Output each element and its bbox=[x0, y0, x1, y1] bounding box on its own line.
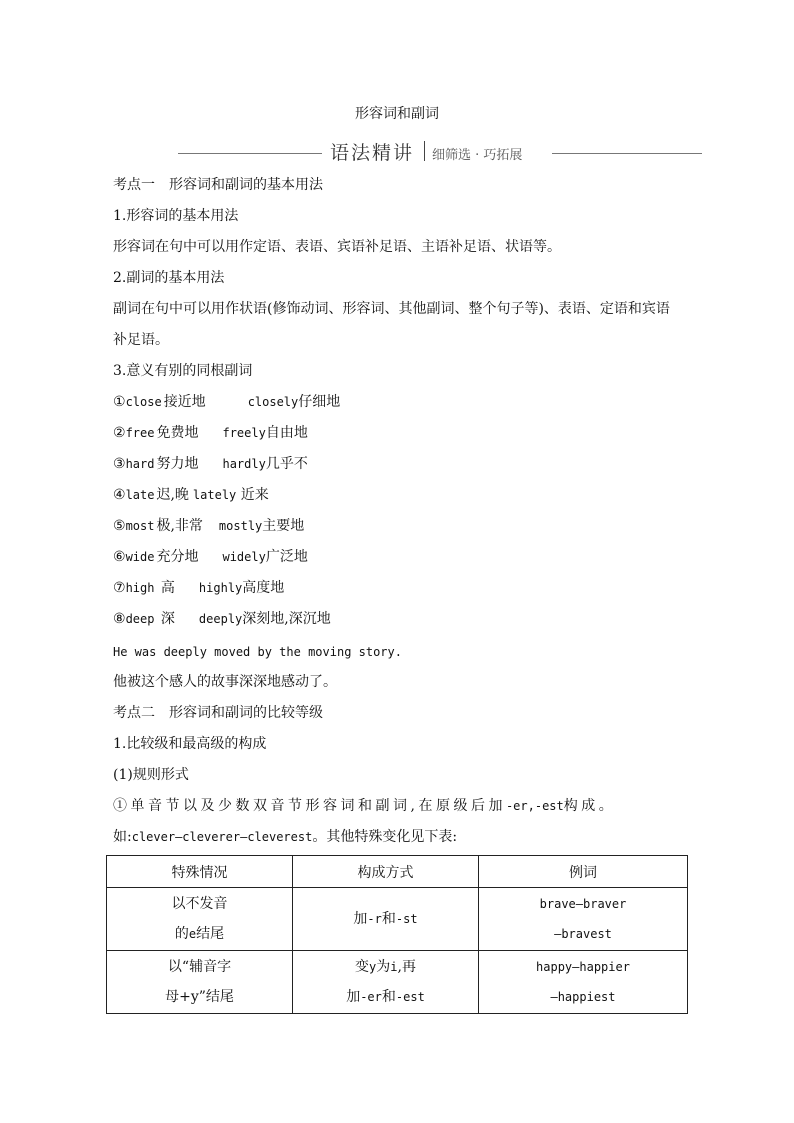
pair-meaning2: 几乎不 bbox=[265, 456, 308, 472]
pair-meaning1: 免费地 bbox=[156, 425, 199, 441]
pair-word1: free bbox=[125, 426, 155, 440]
example-sentence-zh: 他被这个感人的故事深深地感动了。 bbox=[113, 674, 337, 690]
pair-word1: late bbox=[125, 488, 155, 502]
pair-meaning2: 广泛地 bbox=[265, 549, 308, 565]
pair-word2: hardly bbox=[222, 457, 266, 471]
banner-divider bbox=[424, 141, 425, 161]
case-text: 的 bbox=[174, 926, 189, 942]
example-line: happy—happier bbox=[536, 960, 630, 974]
pair-number: ⑤ bbox=[113, 518, 126, 534]
rule-text: 如: bbox=[113, 829, 132, 845]
rule-line-1 bbox=[113, 796, 616, 816]
case-cell bbox=[107, 951, 293, 1014]
table-header: 例词 bbox=[479, 856, 688, 888]
pair-number: ② bbox=[113, 425, 126, 441]
pair-meaning1: 极,非常 bbox=[156, 518, 203, 534]
method-text-end: ,再 bbox=[397, 959, 416, 975]
banner-main-text: 语法精讲 bbox=[330, 142, 415, 164]
method-suffix: -st bbox=[395, 912, 418, 926]
word-pair bbox=[113, 454, 308, 474]
pair-word1: most bbox=[125, 519, 155, 533]
pair-word1: close bbox=[125, 395, 162, 409]
point2-s1-title: 1.比较级和最高级的构成 bbox=[113, 736, 267, 752]
point2-heading: 考点二 形容词和副词的比较等级 bbox=[113, 705, 323, 721]
banner-rule-left bbox=[178, 153, 322, 154]
pair-number: ④ bbox=[113, 487, 126, 503]
word-pair bbox=[113, 609, 331, 629]
pair-number: ① bbox=[113, 394, 126, 410]
pair-meaning1: 深 bbox=[156, 611, 175, 627]
example-sentence-en: He was deeply moved by the moving story. bbox=[113, 645, 402, 659]
comparison-rules-table bbox=[106, 855, 688, 1014]
case-line: 母+y”结尾 bbox=[165, 989, 234, 1005]
pair-word2: widely bbox=[222, 550, 266, 564]
word-pair bbox=[113, 392, 340, 412]
pair-meaning1: 接近地 bbox=[163, 394, 206, 410]
method-cell bbox=[293, 951, 479, 1014]
table-header: 构成方式 bbox=[293, 856, 479, 888]
word-pair bbox=[113, 485, 269, 505]
case-line: 以“辅音字 bbox=[167, 959, 232, 975]
rule-example: clever—cleverer—cleverest bbox=[131, 830, 313, 844]
pair-number: ⑥ bbox=[113, 549, 126, 565]
case-text-end: 结尾 bbox=[196, 926, 225, 942]
pair-word1: wide bbox=[125, 550, 155, 564]
rule-text: ①单音节以及少数双音节形容词和副词,在原级后加 bbox=[113, 798, 506, 814]
word-pair bbox=[113, 516, 304, 536]
pair-meaning2: 仔细地 bbox=[298, 394, 341, 410]
word-pair bbox=[113, 547, 308, 567]
method-suffix: -r bbox=[367, 912, 382, 926]
pair-word1: deep bbox=[125, 612, 155, 626]
method-cell bbox=[293, 888, 479, 951]
method-text: 和 bbox=[381, 989, 396, 1005]
point1-s2-text-line1: 副词在句中可以用作状语(修饰动词、形容词、其他副词、整个句子等)、表语、定语和宾语 bbox=[113, 301, 670, 317]
rule-line-2 bbox=[113, 827, 457, 847]
table-header-row bbox=[107, 856, 688, 888]
method-text: 为 bbox=[376, 959, 391, 975]
pair-meaning1: 努力地 bbox=[156, 456, 199, 472]
case-letter: e bbox=[188, 927, 197, 941]
pair-meaning1: 迟,晚 bbox=[156, 487, 189, 503]
case-line: 以不发音 bbox=[171, 896, 228, 912]
table-header: 特殊情况 bbox=[107, 856, 293, 888]
pair-meaning1: 高 bbox=[156, 580, 175, 596]
pair-meaning2: 主要地 bbox=[262, 518, 305, 534]
point1-s1-title: 1.形容词的基本用法 bbox=[113, 208, 239, 224]
example-line: brave—braver bbox=[539, 897, 627, 911]
method-line bbox=[293, 952, 478, 982]
method-letter: i bbox=[390, 960, 398, 974]
method-text: 加 bbox=[346, 989, 361, 1005]
method-text: 加 bbox=[353, 911, 368, 927]
example-cell bbox=[479, 888, 688, 951]
pair-meaning2: 自由地 bbox=[265, 425, 308, 441]
rule-text-end: 。其他特殊变化见下表: bbox=[312, 829, 458, 845]
method-text: 和 bbox=[381, 911, 396, 927]
pair-meaning2: 高度地 bbox=[242, 580, 285, 596]
method-text: 变 bbox=[355, 959, 370, 975]
pair-word2: closely bbox=[247, 395, 299, 409]
point1-heading: 考点一 形容词和副词的基本用法 bbox=[113, 177, 323, 193]
method-suffix: -est bbox=[395, 990, 425, 1004]
banner-rule-right bbox=[552, 153, 702, 154]
pair-word2: highly bbox=[198, 581, 243, 595]
rule-text-end: 构成。 bbox=[563, 798, 617, 814]
section-banner bbox=[178, 138, 702, 164]
pair-word2: freely bbox=[222, 426, 266, 440]
example-line: —happiest bbox=[550, 990, 616, 1004]
document-title: 形容词和副词 bbox=[355, 106, 439, 122]
point1-s3-title: 3.意义有别的同根副词 bbox=[113, 363, 253, 379]
banner-sub-text: 细筛选 · 巧拓展 bbox=[432, 148, 523, 163]
method-line bbox=[293, 982, 478, 1012]
rule-suffix: -er,-est bbox=[505, 799, 564, 813]
pair-meaning2: 深刻地,深沉地 bbox=[242, 611, 331, 627]
pair-word1: high bbox=[125, 581, 155, 595]
pair-word2: deeply bbox=[198, 612, 243, 626]
point1-s1-text: 形容词在句中可以用作定语、表语、宾语补足语、主语补足语、状语等。 bbox=[113, 239, 561, 255]
pair-meaning2: 近来 bbox=[236, 487, 269, 503]
table-row bbox=[107, 951, 688, 1014]
point1-s2-text-line2: 补足语。 bbox=[113, 332, 169, 348]
point2-sub1: (1)规则形式 bbox=[113, 767, 189, 783]
pair-number: ⑧ bbox=[113, 611, 126, 627]
case-cell bbox=[107, 888, 293, 951]
pair-number: ③ bbox=[113, 456, 126, 472]
case-line bbox=[107, 919, 292, 949]
point1-s2-title: 2.副词的基本用法 bbox=[113, 270, 225, 286]
example-cell bbox=[479, 951, 688, 1014]
pair-word2: lately bbox=[192, 488, 237, 502]
pair-word1: hard bbox=[125, 457, 155, 471]
method-letter: y bbox=[369, 960, 377, 974]
pair-word2: mostly bbox=[218, 519, 263, 533]
example-line: —bravest bbox=[554, 927, 612, 941]
method-suffix: -er bbox=[360, 990, 382, 1004]
word-pair bbox=[113, 578, 284, 598]
pair-meaning1: 充分地 bbox=[156, 549, 199, 565]
pair-number: ⑦ bbox=[113, 580, 126, 596]
word-pair bbox=[113, 423, 308, 443]
table-row bbox=[107, 888, 688, 951]
